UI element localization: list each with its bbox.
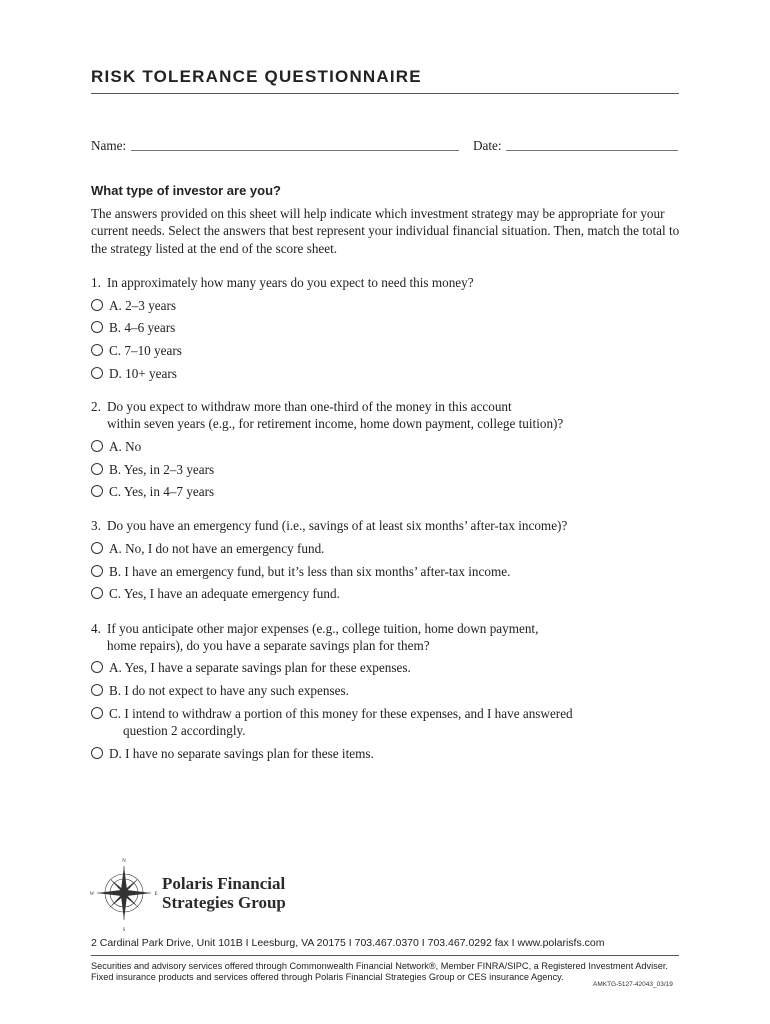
radio-button[interactable] (91, 321, 103, 333)
brand-name (162, 874, 286, 912)
q1-option-d[interactable] (91, 365, 177, 382)
name-field[interactable] (131, 150, 459, 151)
q2-option-b[interactable] (91, 461, 214, 478)
option-label: C. I intend to withdraw a portion of this money for these expenses, and I have answered (109, 706, 573, 721)
disclaimer-line-2: Fixed insurance products and services offered through Polaris Financial Strategies Group or CES insurance Agency. (91, 972, 564, 982)
option-label: C. 7–10 years (109, 343, 182, 358)
radio-button[interactable] (91, 661, 103, 673)
question-number: 1. (91, 275, 101, 290)
question-text: Do you expect to withdraw more than one-third of the money in this account (107, 399, 512, 414)
option-label: C. Yes, in 4–7 years (109, 484, 215, 499)
option-label: B. I have an emergency fund, but it’s less than six months’ after-tax income. (109, 564, 511, 579)
radio-button[interactable] (91, 344, 103, 356)
radio-button[interactable] (91, 707, 103, 719)
title-divider (91, 93, 679, 94)
date-field[interactable] (506, 150, 678, 151)
name-label: Name: (91, 138, 127, 153)
q3-option-b[interactable] (91, 563, 510, 580)
q4-option-b[interactable] (91, 682, 349, 699)
q2-option-a[interactable] (91, 438, 141, 455)
compass-letter-w: W (89, 892, 95, 897)
footer-disclaimer (91, 961, 691, 983)
footer-address: 2 Cardinal Park Drive, Unit 101B I Leesburg, VA 20175 I 703.467.0370 I 703.467.0292 fax I www.polarisfs.com (91, 937, 605, 949)
footer-divider (91, 955, 679, 956)
radio-button[interactable] (91, 565, 103, 577)
q4-option-c[interactable] (91, 705, 573, 739)
question-3 (91, 517, 567, 534)
question-text: Do you have an emergency fund (i.e., savings of at least six months’ after-tax income)? (107, 518, 568, 533)
option-label: A. No, I do not have an emergency fund. (109, 541, 325, 556)
question-number: 3. (91, 518, 101, 533)
brand-line-1: Polaris Financial (162, 874, 286, 893)
radio-button[interactable] (91, 485, 103, 497)
radio-button[interactable] (91, 299, 103, 311)
question-number: 4. (91, 621, 101, 636)
option-label: A. Yes, I have a separate savings plan for these expenses. (109, 660, 411, 675)
radio-button[interactable] (91, 542, 103, 554)
radio-button[interactable] (91, 684, 103, 696)
question-text: In approximately how many years do you expect to need this money? (107, 275, 474, 290)
option-label: B. 4–6 years (109, 320, 176, 335)
intro-paragraph: The answers provided on this sheet will help indicate which investment strategy may be appropriate for your current needs. Select the answers that best represent your individual financial situation. Then, match the total to the strategy listed at the end of the score sheet. (91, 206, 680, 256)
compass-letter-e: E (154, 892, 158, 897)
option-label: A. No (109, 439, 142, 454)
brand-line-2: Strategies Group (162, 893, 286, 912)
question-number: 2. (91, 399, 101, 414)
radio-button[interactable] (91, 440, 103, 452)
question-2 (91, 398, 563, 432)
option-label: B. I do not expect to have any such expenses. (109, 683, 349, 698)
q1-option-c[interactable] (91, 342, 182, 359)
question-4 (91, 620, 538, 654)
document-code: AMKTG-5127-42043_03/19 (593, 981, 673, 988)
question-text: If you anticipate other major expenses (e.g., college tuition, home down payment, (107, 621, 539, 636)
compass-letter-n: N (122, 859, 126, 864)
option-label: D. I have no separate savings plan for these items. (109, 746, 374, 761)
q3-option-a[interactable] (91, 540, 324, 557)
section-heading: What type of investor are you? (91, 183, 281, 198)
document-title: RISK TOLERANCE QUESTIONNAIRE (91, 67, 422, 86)
q1-option-a[interactable] (91, 297, 176, 314)
q1-option-b[interactable] (91, 319, 175, 336)
option-label-continued: question 2 accordingly. (123, 723, 246, 738)
radio-button[interactable] (91, 367, 103, 379)
compass-rose-logo (88, 855, 160, 935)
radio-button[interactable] (91, 587, 103, 599)
q4-option-d[interactable] (91, 745, 374, 762)
question-text-continued: within seven years (e.g., for retirement income, home down payment, college tuition)? (107, 416, 564, 431)
option-label: D. 10+ years (109, 366, 177, 381)
q4-option-a[interactable] (91, 659, 411, 676)
question-text-continued: home repairs), do you have a separate savings plan for them? (107, 638, 430, 653)
option-label: A. 2–3 years (109, 298, 177, 313)
option-label: C. Yes, I have an adequate emergency fund. (109, 586, 340, 601)
compass-letter-s: S (122, 928, 126, 933)
radio-button[interactable] (91, 463, 103, 475)
question-1 (91, 274, 474, 291)
option-label: B. Yes, in 2–3 years (109, 462, 215, 477)
radio-button[interactable] (91, 747, 103, 759)
date-label: Date: (473, 138, 502, 153)
disclaimer-line-1: Securities and advisory services offered through Commonwealth Financial Network®, Member FINRA/SIPC, a Registered Investment Adviser. (91, 961, 668, 971)
q3-option-c[interactable] (91, 585, 340, 602)
q2-option-c[interactable] (91, 483, 214, 500)
